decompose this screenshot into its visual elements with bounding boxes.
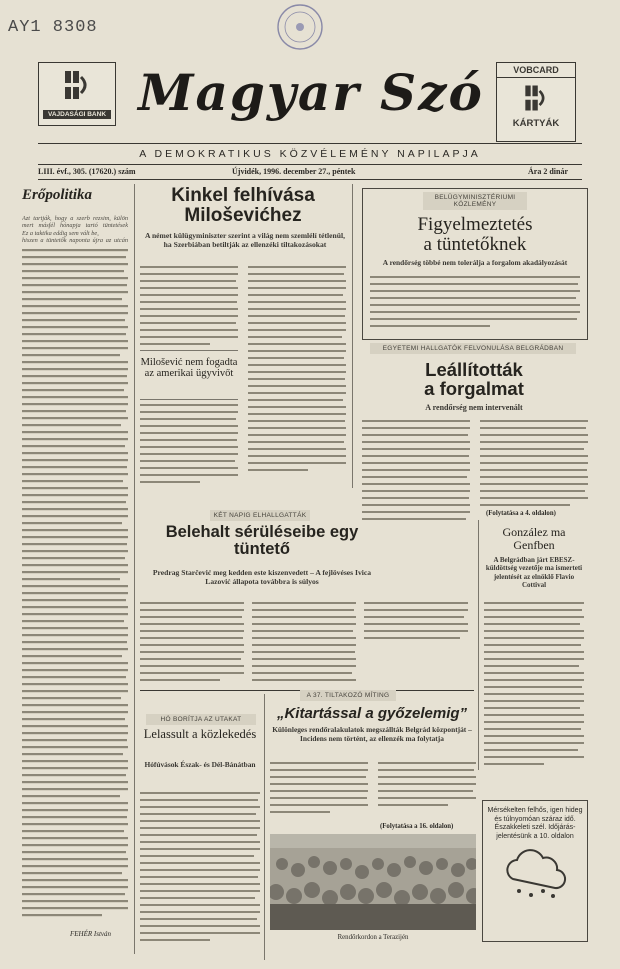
masthead-title: Magyar Szó (138, 63, 484, 122)
editorial-body: Azt tartják, hogy a szerb rezsim, külön mert másfél hónapja tartó tüntetések Ez a taktika eddig sem vált be, hiszen a tüntetők naponta újra az utcán (22, 215, 128, 245)
dateline-rule-bottom (38, 179, 582, 180)
lelassult-subtitle: Hófúvások Észak- és Dél-Bánátban (144, 760, 256, 769)
issue-number: LIII. évf., 305. (17620.) szám (38, 167, 136, 176)
figyelmeztetes-headline: Figyelmeztetés a tüntetőknek (417, 214, 533, 255)
lelassult-headline: Lelassult a közlekedés (143, 727, 257, 741)
figyelmeztetes-kicker: BELÜGYMINISZTÉRIUMI KÖZLEMÉNY (423, 192, 527, 210)
photo-caption: Rendőrkordon a Terazijén (337, 934, 409, 941)
belehalt-body-lines (140, 600, 470, 686)
kitartassal-body-lines (270, 760, 476, 820)
archive-note: AY1 8308 (8, 18, 98, 37)
vobcard-label: VOBCARD (497, 63, 575, 78)
kitartassal-headline: „Kitartással a győzelemig” (276, 705, 468, 722)
card-logo-icon (520, 82, 552, 114)
figyelmeztetes-body-lines (370, 274, 580, 334)
kartyak-label: KÁRTYÁK (512, 118, 560, 129)
belehalt-headline: Belehalt sérüléseibe egy tüntető (165, 523, 359, 559)
lelassult-body-lines (140, 790, 260, 950)
gonzalez-subtitle: A Belgrádban járt EBESZ-küldöttség vezetője ma ismerteti jelentését az elnöklő Flavio Cottival (485, 556, 583, 590)
column-divider-2 (352, 184, 353, 488)
weather-box (482, 800, 588, 942)
kitartassal-continued: (Folytatása a 16. oldalon) (380, 823, 454, 830)
figyelmeztetes-subtitle: A rendőrség többé nem tolerálja a forgalom akadályozását (382, 257, 568, 267)
editorial-title: Erőpolitika (22, 187, 93, 203)
leallitottak-subtitle: A rendőrség nem intervenált (425, 403, 523, 412)
price: Ára 2 dinár (528, 167, 568, 176)
weather-text: Mérsékelten felhős, igen hideg és túlnyomóan száraz idő. Északkeleti szél. Időjárás-jelentésünk a 10. oldalon (487, 807, 583, 840)
bank-logo-icon (59, 67, 95, 103)
gonzalez-headline: González ma Genfben (502, 525, 566, 552)
kinkel-subtitle: A német külügyminiszter szerint a világ nem szemlélí tétlenül, ha Szerbiában betiltják az ellenzéki tiltakozásokat (144, 231, 345, 250)
kinkel-headline: Kinkel felhívása Miloševićhez (171, 185, 315, 226)
leallitottak-headline: Leállították a forgalmat (424, 359, 524, 400)
leallitottak-kicker: EGYETEMI HALLGATÓK FELVONULÁSA BELGRÁDBAN (370, 343, 576, 354)
dateline-rule-top (38, 164, 582, 165)
masthead-rule (38, 143, 582, 144)
masthead-subtitle: A DEMOKRATIKUS KÖZVÉLEMÉNY NAPILAPJA (139, 148, 481, 160)
library-stamp (276, 3, 324, 51)
lelassult-kicker: HÓ BORÍTJA AZ UTAKAT (146, 714, 256, 725)
kitartassal-subtitle: Különleges rendőralakulatok megszállták Belgrád központját – Incidens nem történt, az ellenzék ma folytatja (272, 725, 472, 743)
bank-name: VAJDASÁGI BANK (43, 110, 111, 119)
vajdasagi-bank-ad (38, 62, 116, 126)
kitartassal-kicker: A 37. TILTAKOZÓ MÍTING (300, 690, 396, 701)
crowd-photo (270, 834, 476, 930)
cloud-snow-icon (495, 845, 575, 901)
editorial-author: FEHÉR István (70, 930, 112, 938)
column-divider-1 (134, 184, 135, 954)
milosevic-sidehead-box (140, 350, 238, 400)
continued-a: (Folytatása a 4. oldalon) (486, 510, 556, 517)
belehalt-kicker: KÉT NAPIG ELHALLGATTÁK (210, 510, 310, 521)
column-divider-3 (478, 520, 479, 770)
vobcard-ad (496, 62, 576, 142)
milosevic-sidehead: Milošević nem fogadta az amerikai ügyvivőt (140, 357, 238, 380)
column-divider-4 (264, 694, 265, 960)
figyelmeztetes-box (362, 188, 588, 340)
editorial-text-lines (22, 215, 128, 927)
belehalt-subtitle: Predrag Starčević meg kedden este kiszenvedett – A fejlövéses Ivica Lazović állapota továbbra is súlyos (152, 568, 372, 587)
gonzalez-body-lines (484, 600, 584, 770)
issue-date: Újvidék, 1996. december 27., péntek (232, 167, 356, 176)
